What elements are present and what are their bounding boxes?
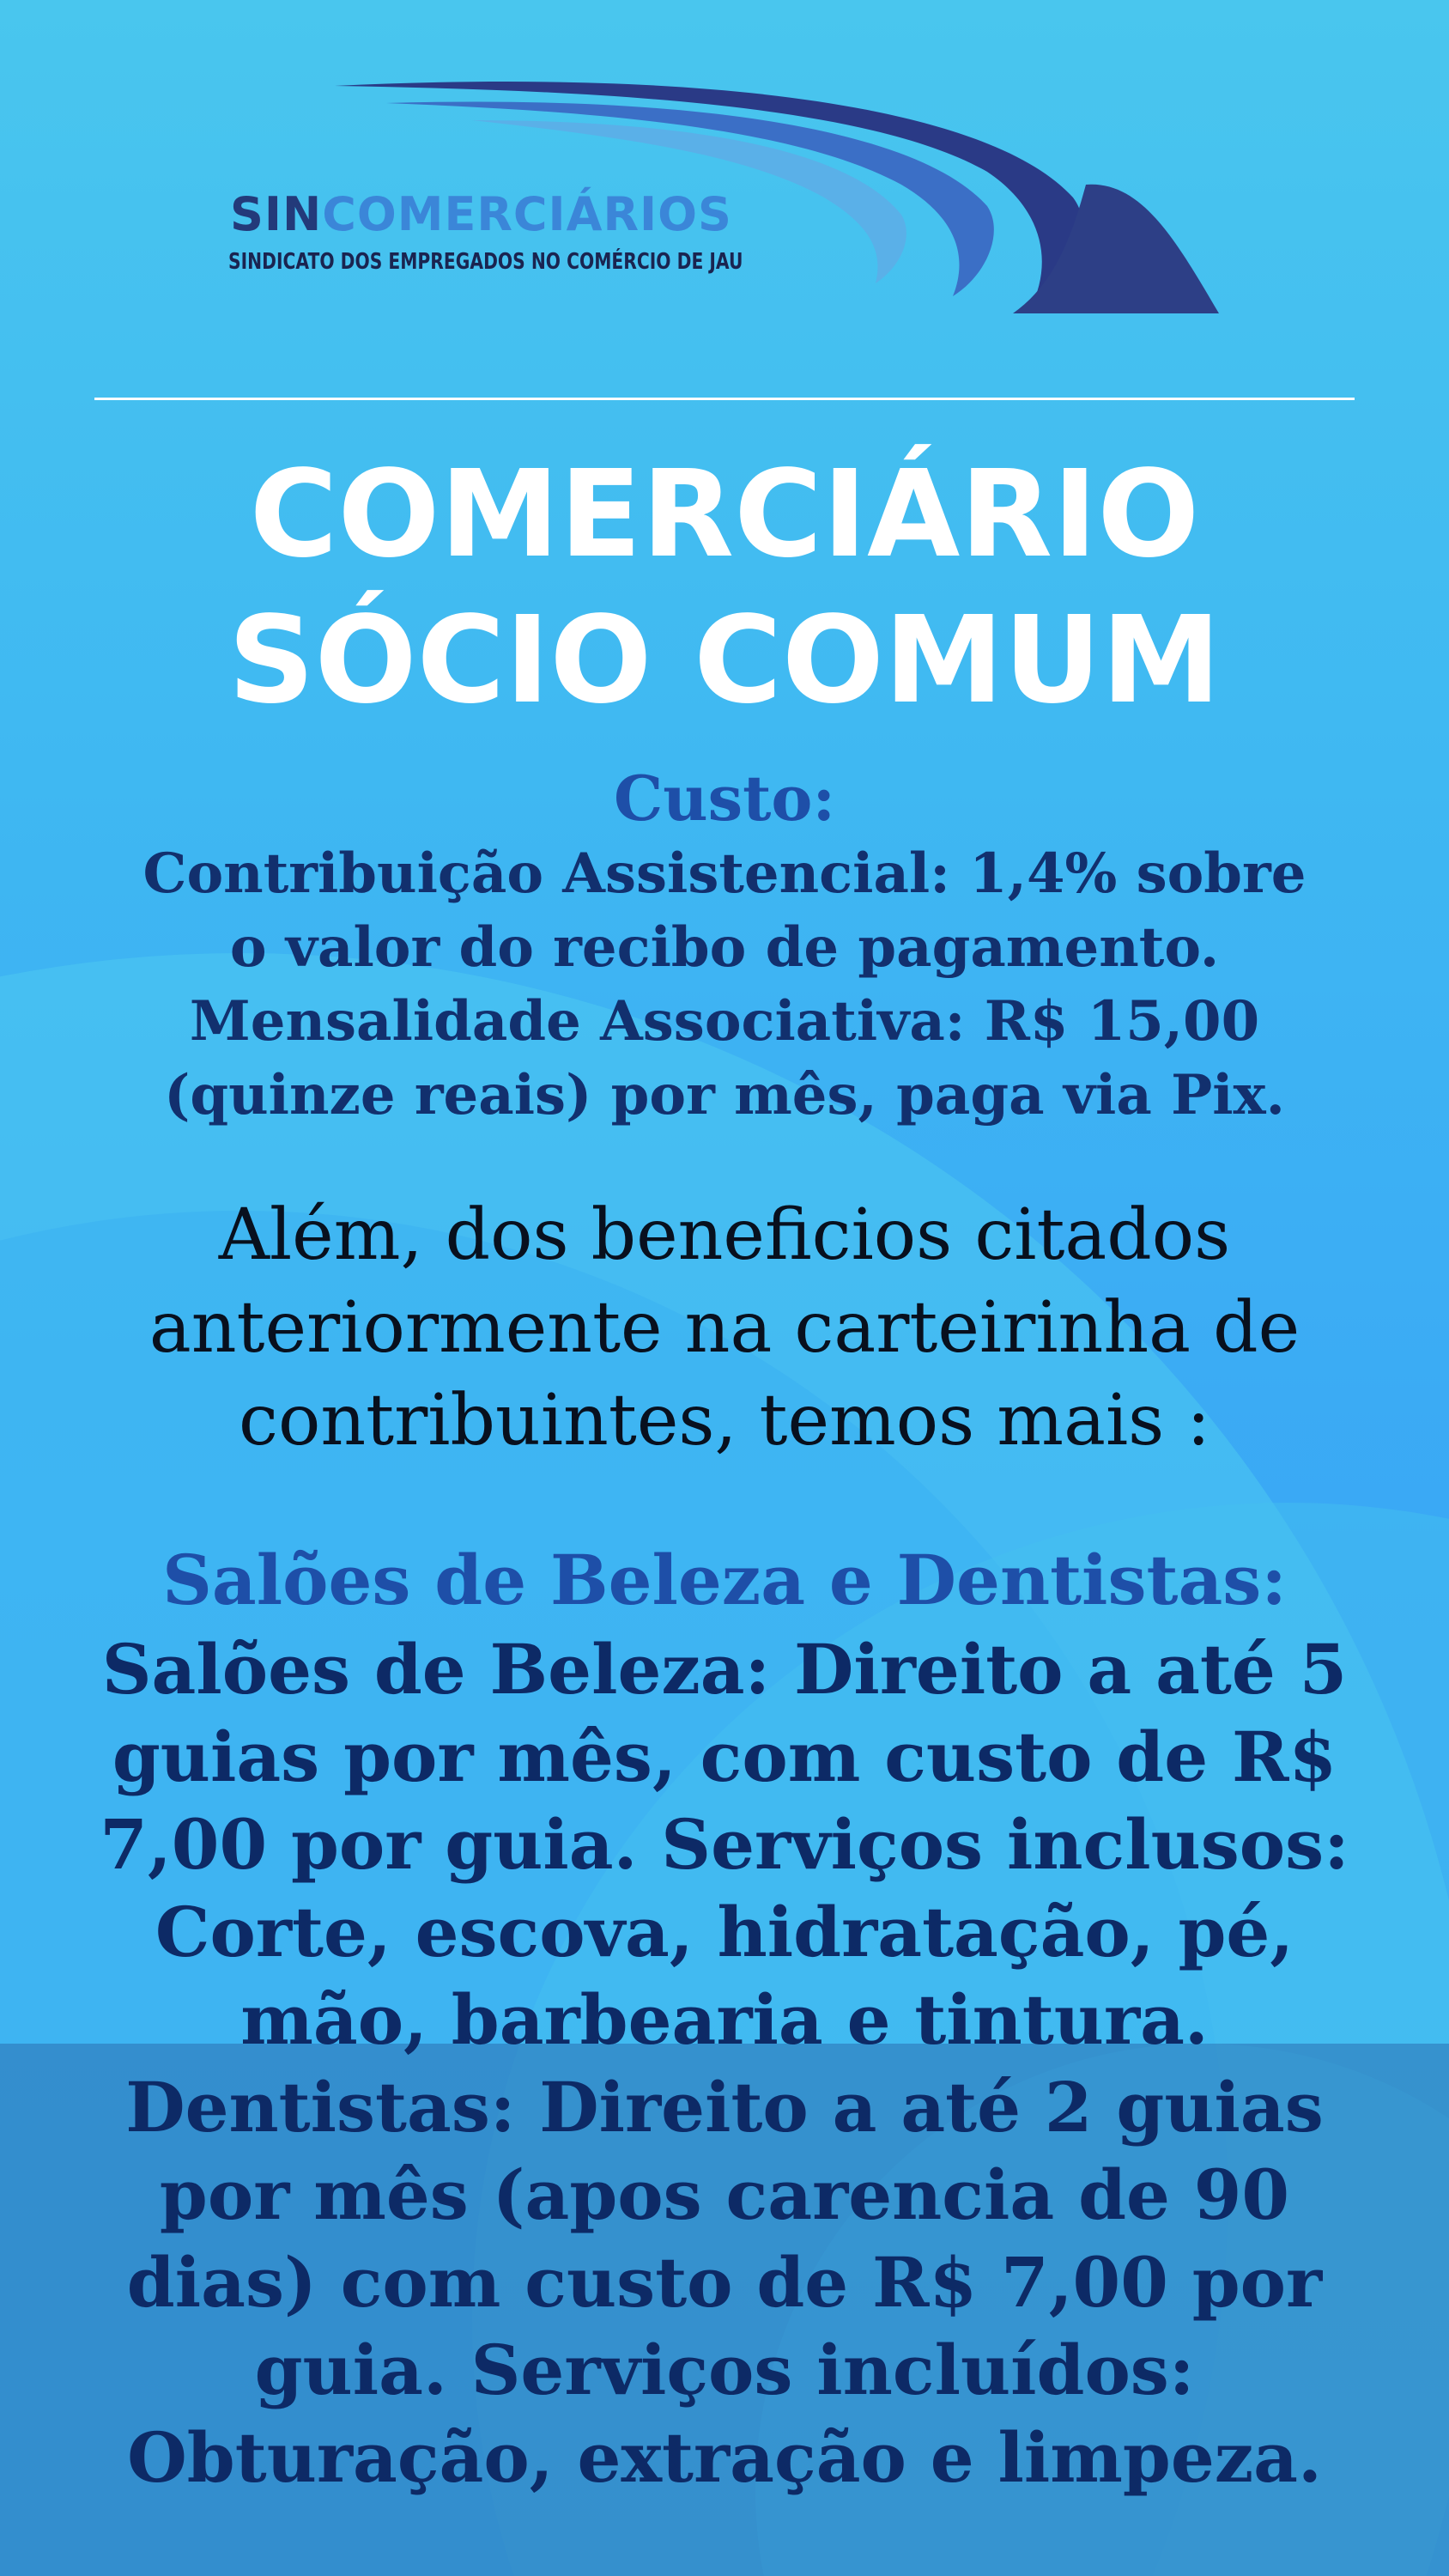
benefits-details xyxy=(0,1625,1449,2501)
benefit-line: guia. Serviços incluídos: xyxy=(254,2330,1195,2410)
intro-paragraph xyxy=(0,1189,1449,1467)
benefit-line: Salões de Beleza: Direito a até 5 xyxy=(101,1629,1348,1710)
cost-line: Contribuição Assistencial: 1,4% sobre xyxy=(142,841,1307,906)
header-divider xyxy=(94,398,1355,400)
benefit-line: guias por mês, com custo de R$ xyxy=(112,1716,1337,1797)
benefit-line: dias) com custo de R$ 7,00 por xyxy=(126,2242,1323,2323)
page-title-line-2: SÓCIO COMUM xyxy=(227,591,1222,731)
cost-line: (quinze reais) por mês, paga via Pix. xyxy=(164,1063,1285,1127)
page-title-line-1: COMERCIÁRIO xyxy=(249,445,1200,585)
logo-wordmark: SINCOMERCIÁRIOS xyxy=(230,187,732,241)
logo-tagline: SINDICATO DOS EMPREGADOS NO COMÉRCIO DE JAU xyxy=(228,249,743,275)
intro-line: anteriormente na carteirinha de xyxy=(149,1287,1300,1369)
cost-details xyxy=(0,837,1449,1133)
benefit-line: Corte, escova, hidratação, pé, xyxy=(155,1892,1294,1972)
benefit-line: Dentistas: Direito a até 2 guias xyxy=(125,2067,1324,2148)
intro-line: contribuintes, temos mais : xyxy=(239,1380,1210,1461)
cost-line: Mensalidade Associativa: R$ 15,00 xyxy=(189,989,1260,1054)
benefit-line: por mês (apos carencia de 90 xyxy=(159,2154,1290,2235)
intro-line: Além, dos beneficios citados xyxy=(218,1194,1231,1276)
benefit-line: mão, barbearia e tintura. xyxy=(240,1979,1209,2060)
benefit-line: Obturação, extração e limpeza. xyxy=(127,2417,1322,2498)
benefits-heading: Salões de Beleza e Dentistas: xyxy=(162,1540,1287,1620)
benefit-line: 7,00 por guia. Serviços inclusos: xyxy=(100,1804,1349,1885)
cost-heading: Custo: xyxy=(613,762,836,835)
cost-line: o valor do recibo de pagamento. xyxy=(229,915,1220,980)
